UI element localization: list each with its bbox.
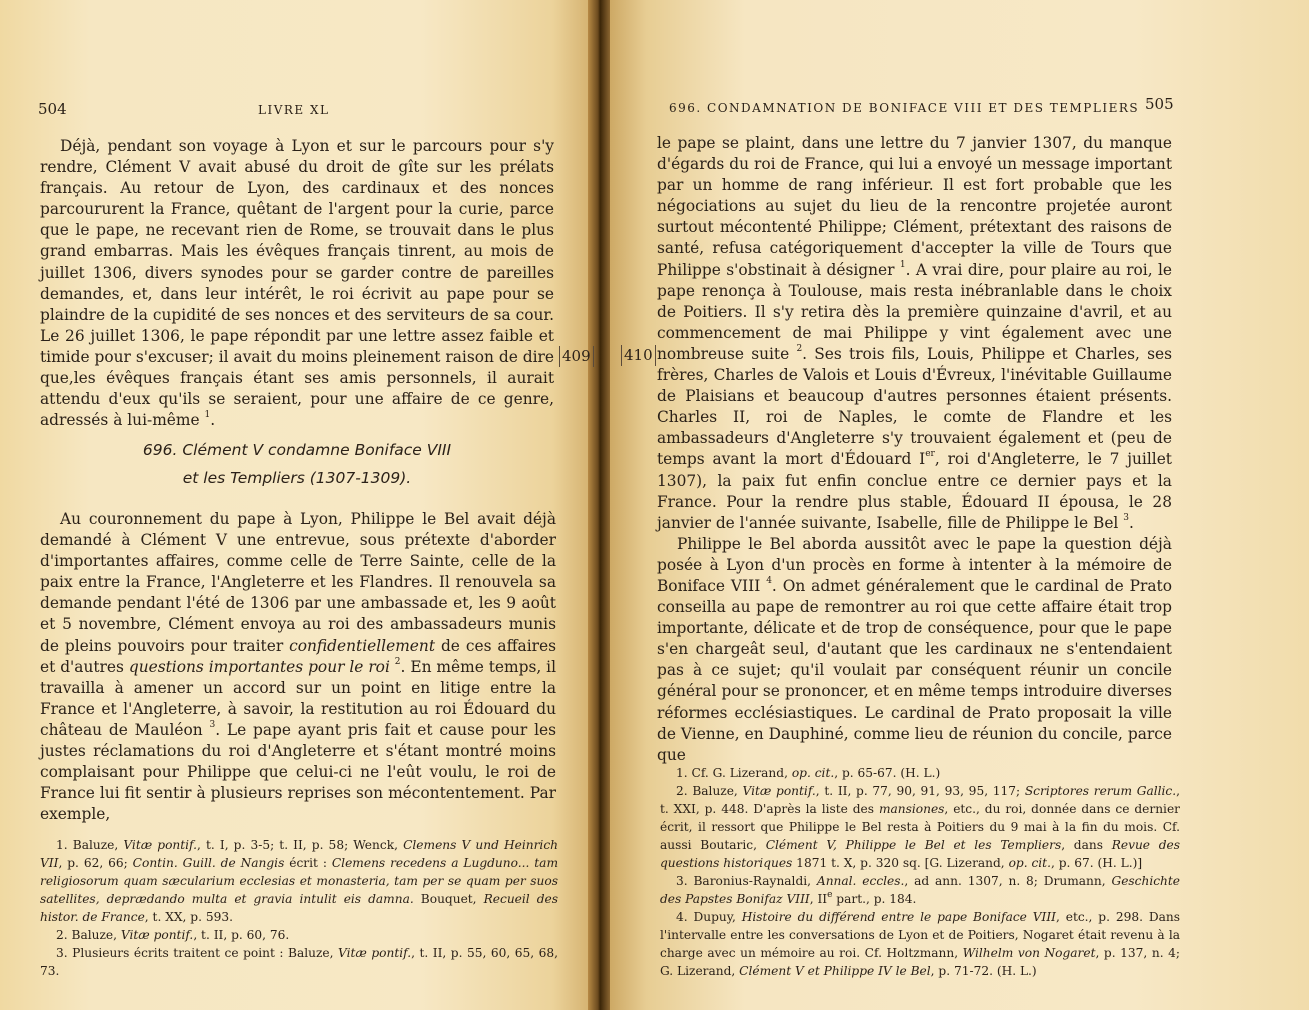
footnote-ref: 2 xyxy=(394,656,401,667)
page-marker-410: 410 xyxy=(621,345,656,366)
right-page-number: 505 xyxy=(1145,95,1174,113)
right-footnote-4: 4. Dupuy, Histoire du différend entre le pape Boniface VIII, etc., p. 298. Dans l'intervalle entre les conversations de Lyon et de Poitiers, Nogaret était revenu à la charge avec un mémoire au roi. Cf. Holtzmann, Wilhelm von Nogaret, p. 137, n. 4; G. Lizerand, Clément V et Philippe IV le Bel, p. 71-72. (H. L.) xyxy=(660,910,1180,978)
right-footnote-2: 2. Baluze, Vitæ pontif., t. II, p. 77, 90, 91, 93, 95, 117; Scriptores rerum Gallic., t. XXI, p. 448. D'après la liste des mansiones, etc., du roi, donnée dans ce dernier écrit, il ressort que Philippe le Bel resta à Poitiers du 9 mai à la fin du mois. Cf. aussi Boutaric, Clément V, Philippe le Bel et les Templiers, dans Revue des questions historiques 1871 t. X, p. 320 sq. [G. Lizerand, op. cit., p. 67. (H. L.)] xyxy=(660,784,1181,870)
left-page-number: 504 xyxy=(38,100,67,118)
left-footnote-1: 1. Baluze, Vitæ pontif., t. I, p. 3-5; t. II, p. 58; Wenck, Clemens V und Heinrich VII, p. 62, 66; Contin. Guill. de Nangis écrit : Clemens recedens a Lugduno... tam religiosorum quam sæcularium ecclesias et monasteria, tam per se quam per suos satellites, deprædando multa et gravia intulit eis damna. Bouquet, Recueil des histor. de France, t. XX, p. 593. xyxy=(40,838,558,924)
right-footnote-1: 1. Cf. G. Lizerand, op. cit., p. 65-67. (H. L.) xyxy=(676,766,941,780)
footnote-ref: 2 xyxy=(796,343,803,354)
right-paragraph-2: Philippe le Bel aborda aussitôt avec le pape la question déjà posée à Lyon d'un procès en forme à intenter à la mémoire de Boniface VIII $^4$. On admet généralement que le cardinal de Prato conseilla au pape de remontrer au roi que cette affaire était trop importante, délicate et de trop de conséquence, pour que le pape s'en chargeât seul, d'autant que les cardinaux ne s'entendaient pas à ce sujet; qu'il voulait par conséquent réunir un concile général pour se prononcer, et en même temps introduire diverses réformes ecclésiastiques. Le cardinal de Prato proposait la ville de Vienne, en Dauphiné, comme lieu de réunion du concile, parce que xyxy=(657,534,1172,764)
footnote-ref: 3 xyxy=(1123,512,1129,523)
right-paragraph-1: le pape se plaint, dans une lettre du 7 janvier 1307, du manque d'égards du roi de France, qui lui a envoyé un message important par un homme de rang inférieur. Il est fort probable que les négociations au sujet du lieu de la rencontre projetée auront surtout mécontenté Philippe; Clément, prétextant des raisons de santé, refusa catégoriquement d'accepter la ville de Tours que Philippe s'obstinait à désigner $^1$. A vrai dire, pour plaire au roi, le pape renonça à Toulouse, mais resta inébranlable dans le choix de Poitiers. Il s'y retira dès la première quinzaine d'avril, et au commencement de mai Philippe y vint également avec une nombreuse suite $^2$. Ses trois fils, Louis, Philippe et Charles, ses frères, Charles de Valois et Louis d'Évreux, l'inévitable Guillaume de Plaisians et beaucoup d'autres personnes étaient présents. Charles II, roi de Naples, le comte de Flandre et les ambassadeurs d'Angleterre s'y trouvaient également et (peu de temps avant la mort d'Édouard Ier, roi d'Angleterre, le 7 juillet 1307), la paix fut enfin conclue entre ce dernier pays et la France. Pour la rendre plus stable, Édouard II épousa, le 28 janvier de l'année suivante, Isabelle, fille de Philippe le Bel $^3$. Philippe le Bel aborda aussitôt avec le pape la question déjà posée à Lyon d'un procès en forme à intenter à la mémoire de Boniface VIII $^4$. On admet généralement que le cardinal de Prato conseilla au pape de remontrer au roi que cette affaire était trop importante, délicate et de trop de conséquence, pour que le pape s'en chargeât seul, d'autant que les cardinaux ne s'entendaient pas à ce sujet; qu'il voulait par conséquent réunir un concile général pour se prononcer, et en même temps introduire diverses réformes ecclésiastiques. Le cardinal de Prato proposait la ville de Vienne, en Dauphiné, comme lieu de réunion du concile, parce que xyxy=(657,133,1172,766)
left-footnote-2: 2. Baluze, Vitæ pontif., t. II, p. 60, 76. xyxy=(56,928,290,942)
book-gutter xyxy=(588,0,610,1010)
footnote-ref: 4 xyxy=(766,575,772,586)
footnote-ref: 1 xyxy=(204,410,211,421)
section-title-line-2: et les Templiers (1307-1309). xyxy=(182,469,412,487)
left-paragraph-2: Au couronnement du pape à Lyon, Philippe le Bel avait déjà demandé à Clément V une entrevue, sous prétexte d'aborder d'importantes affaires, comme celle de Terre Sainte, celle de la paix entre la France, l'Angleterre et les Flandres. Il renouvela sa demande pendant l'été de 1306 par une ambassade et, les 9 août et 5 novembre, Clément envoya au roi des ambassadeurs munis de pleins pouvoirs pour traiter confidentiellement de ces affaires et d'autres questions importantes pour le roi $^2$. En même temps, il travailla à amener un accord sur un point en litige entre la France et l'Angleterre, à savoir, la restitution au roi Édouard du château de Mauléon $^3$. Le pape ayant pris fait et cause pour les justes réclamations du roi d'Angleterre et s'étant montré moins complaisant pour Philippe que celui-ci ne l'eût voulu, le roi de France lui fit sentir à plusieurs reprises son mécontentement. Par exemple, xyxy=(40,510,556,824)
section-title xyxy=(40,436,554,492)
left-footnotes xyxy=(40,836,558,980)
section-title-line-1: 696. Clément V condamne Boniface VIII xyxy=(142,441,452,459)
page-marker-409: 409 xyxy=(559,346,594,367)
footnote-ref: 3 xyxy=(209,719,216,730)
right-running-head: 696. CONDAMNATION DE BONIFACE VIII ET DES TEMPLIERS xyxy=(669,101,1140,115)
footnote-ref: 1 xyxy=(899,259,906,270)
left-footnote-3: 3. Plusieurs écrits traitent ce point : Baluze, Vitæ pontif., t. II, p. 55, 60, 65, 68, 73. xyxy=(40,946,558,978)
left-running-head: LIVRE XL xyxy=(258,103,330,117)
right-footnote-3: 3. Baronius-Raynaldi, Annal. eccles., ad ann. 1307, n. 8; Drumann, Geschichte des Papstes Bonifaz VIII, IIe part., p. 184. xyxy=(660,874,1181,906)
left-para1-text: Déjà, pendant son voyage à Lyon et sur le parcours pour s'y rendre, Clément V avait abusé du droit de gîte sur les prélats français. Au retour de Lyon, des cardinaux et des nonces parcoururent la France, quêtant de l'argent pour la curie, parce que le pape, ne recevant rien de Rome, se trouvait dans le plus grand embarras. Mais les évêques français tinrent, au mois de juillet 1306, divers synodes pour se garder contre de pareilles demandes, et, dans leur intérêt, le roi écrivit au pape pour se plaindre de la cupidité de ses nonces et des serviteurs de sa cour. Le 26 juillet 1306, le pape répondit par une lettre assez faible et timide pour s'excuser; il avait du moins pleinement raison de dire que,les évêques français étant ses amis personnels, il aurait attendu d'eux qu'ils se seraient, pour une affaire de ce genre, adressés à lui-même xyxy=(40,137,554,430)
right-footnotes xyxy=(660,764,1180,980)
left-paragraph-1: Déjà, pendant son voyage à Lyon et sur le parcours pour s'y rendre, Clément V avait abusé du droit de gîte sur les prélats français. Au retour de Lyon, des cardinaux et des nonces parcoururent la France, quêtant de l'argent pour la curie, parce que le pape, ne recevant rien de Rome, se trouvait dans le plus grand embarras. Mais les évêques français tinrent, au mois de juillet 1306, divers synodes pour se garder contre de pareilles demandes, et, dans leur intérêt, le roi écrivit au pape pour se plaindre de la cupidité de ses nonces et des serviteurs de sa cour. Le 26 juillet 1306, le pape répondit par une lettre assez faible et timide pour s'excuser; il avait du moins pleinement raison de dire que,les évêques français étant ses amis personnels, il aurait attendu d'eux qu'ils se seraient, pour une affaire de ce genre, adressés à lui-même $^1$. xyxy=(40,137,554,430)
